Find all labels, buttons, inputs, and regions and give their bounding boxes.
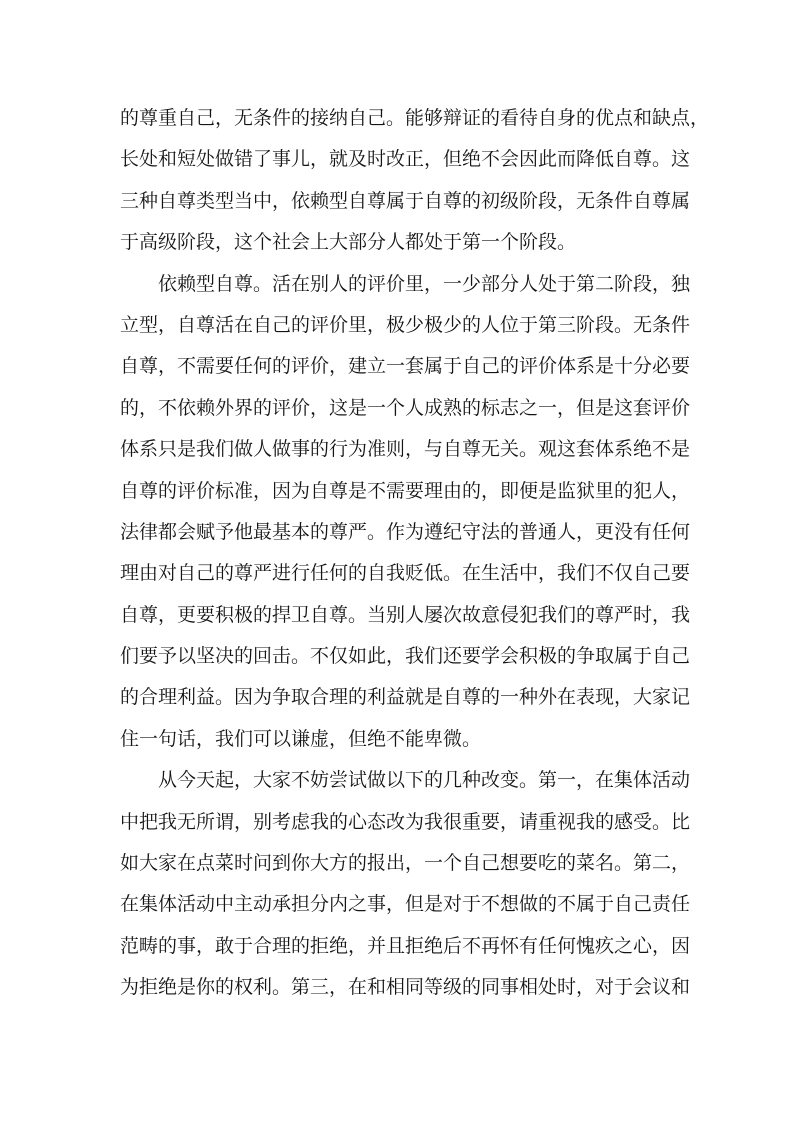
text-line: 法律都会赋予他最基本的尊严。作为遵纪守法的普通人，更没有任何: [120, 520, 691, 543]
text-line: 为拒绝是你的权利。第三，在和相同等级的同事相处时，对于会议和: [120, 976, 691, 999]
text-line: 于高级阶段，这个社会上大部分人都处于第一个阶段。: [120, 231, 577, 254]
text-line: 自尊，更要积极的捍卫自尊。当别人屡次故意侵犯我们的尊严时，我: [120, 603, 691, 626]
paragraph-first-line: 依赖型自尊。活在别人的评价里，一少部分人处于第二阶段，独: [158, 272, 691, 295]
body-text: [120, 98, 710, 1009]
text-line: 们要予以坚决的回击。不仅如此，我们还要学会积极的争取属于自己: [120, 645, 691, 668]
text-line: 长处和短处做错了事儿，就及时改正，但绝不会因此而降低自尊。这: [120, 148, 691, 171]
text-line: 理由对自己的尊严进行任何的自我贬低。在生活中，我们不仅自己要: [120, 562, 691, 585]
text-line: 住一句话，我们可以谦虚，但绝不能卑微。: [120, 727, 482, 750]
text-line: 如大家在点菜时问到你大方的报出，一个自己想要吃的菜名。第二，: [120, 852, 691, 875]
text-line: 立型，自尊活在自己的评价里，极少极少的人位于第三阶段。无条件: [120, 313, 691, 336]
text-line: 中把我无所谓，别考虑我的心态改为我很重要，请重视我的感受。比: [120, 810, 691, 833]
text-line: 范畴的事，敢于合理的拒绝，并且拒绝后不再怀有任何愧疚之心，因: [120, 934, 691, 957]
text-line: 自尊，不需要任何的评价，建立一套属于自己的评价体系是十分必要: [120, 355, 691, 378]
text-line: 的尊重自己，无条件的接纳自己。能够辩证的看待自身的优点和缺点，: [120, 107, 710, 129]
text-line: 自尊的评价标准，因为自尊是不需要理由的，即便是监狱里的犯人，: [120, 479, 691, 502]
text-line: 三种自尊类型当中，依赖型自尊属于自尊的初级阶段，无条件自尊属: [120, 189, 691, 212]
text-line: 的合理利益。因为争取合理的利益就是自尊的一种外在表现，大家记: [120, 686, 691, 709]
text-line: 在集体活动中主动承担分内之事，但是对于不想做的不属于自己责任: [120, 893, 691, 916]
paragraph-first-line: 从今天起，大家不妨尝试做以下的几种改变。第一，在集体活动: [158, 769, 691, 792]
text-line: 体系只是我们做人做事的行为准则，与自尊无关。观这套体系绝不是: [120, 438, 691, 461]
text-line: 的，不依赖外界的评价，这是一个人成熟的标志之一，但是这套评价: [120, 396, 691, 419]
